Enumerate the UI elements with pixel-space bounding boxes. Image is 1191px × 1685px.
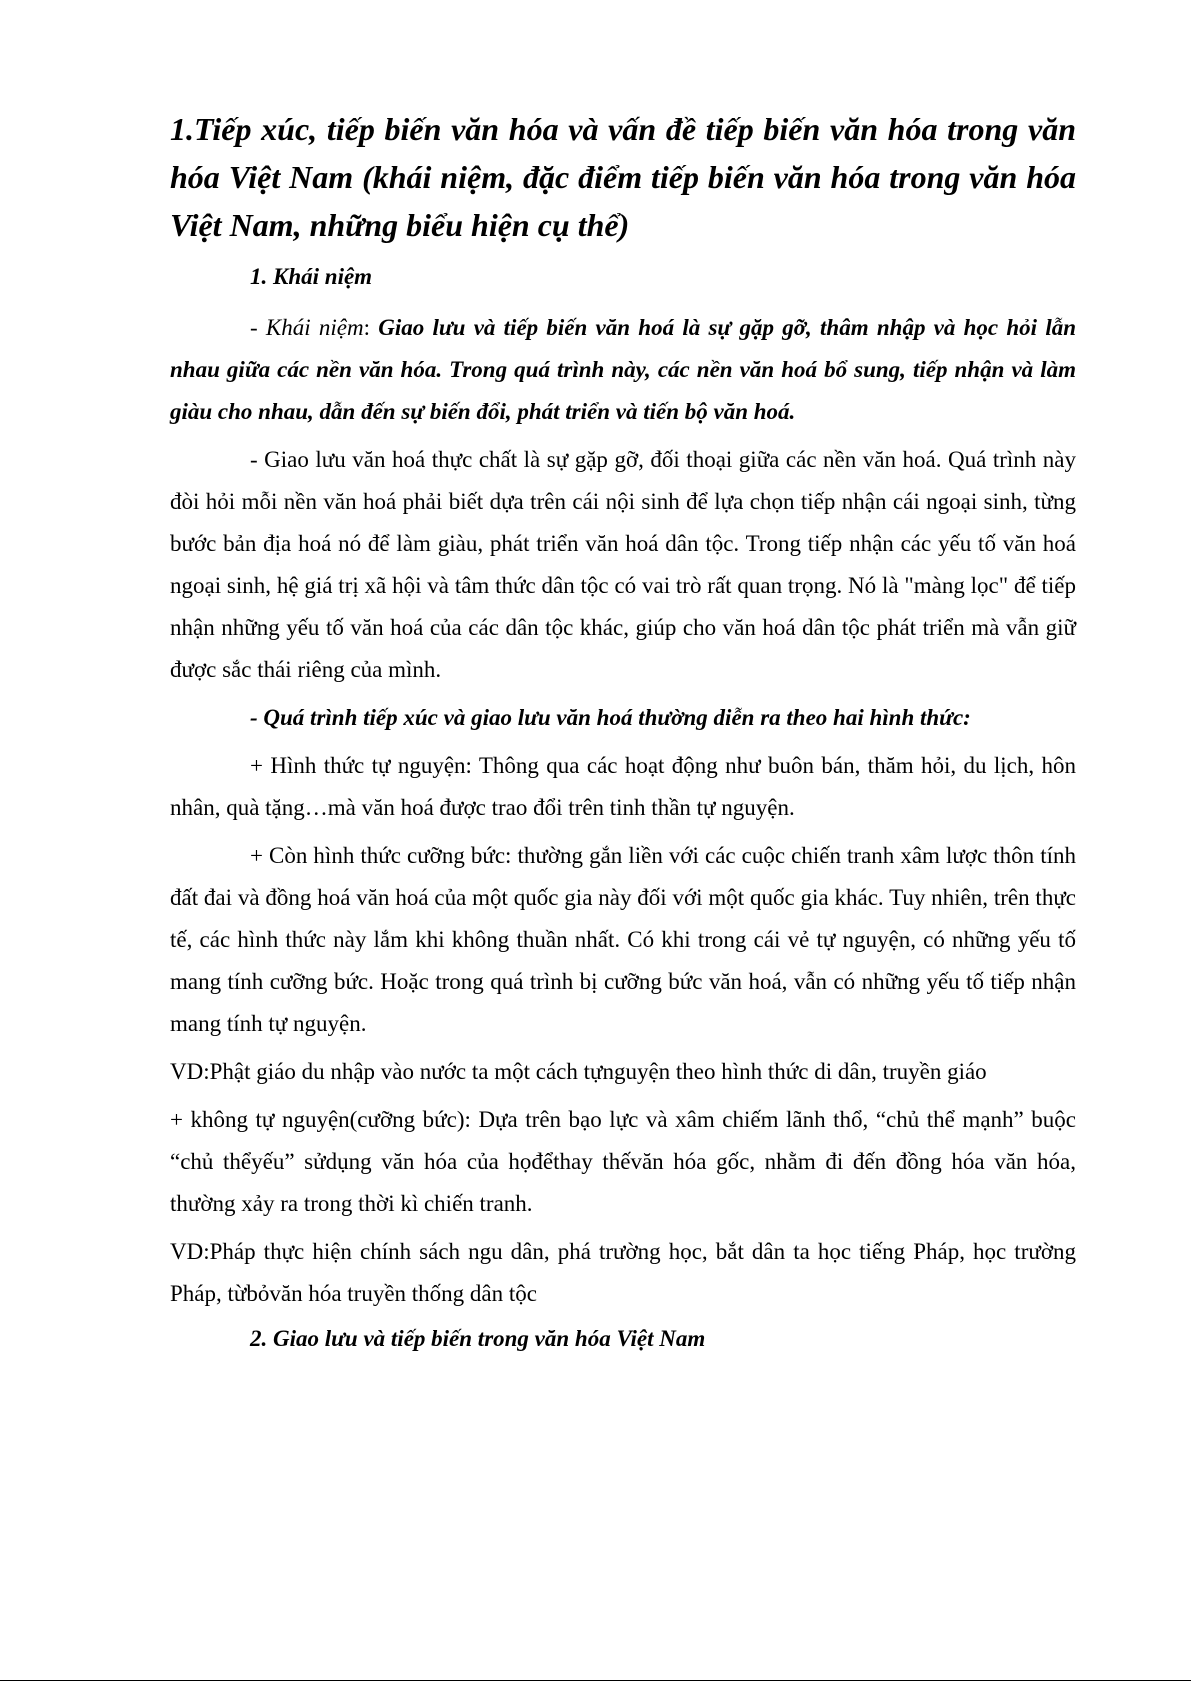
page-bottom-divider [0, 1680, 1191, 1681]
document-heading: 1.Tiếp xúc, tiếp biến văn hóa và vấn đề tiếp biến văn hóa trong văn hóa Việt Nam (khái niệm, đặc điểm tiếp biến văn hóa trong văn hóa Việt Nam, những biểu hiện cụ thể) [170, 111, 1076, 243]
non-voluntary-paragraph: + không tự nguyện(cưỡng bức): Dựa trên bạo lực và xâm chiếm lãnh thổ, “chủ thể mạnh” buộc “chủ thểyếu” sửdụng văn hóa của họđểthay thếvăn hóa gốc, nhằm đi đến đồng hóa văn hóa, thường xảy ra trong thời kì chiến tranh. [170, 1107, 1076, 1216]
definition-text: Giao lưu và tiếp biến văn hoá là sự gặp gỡ, thâm nhập và học hỏi lẫn nhau giữa các nền văn hóa. Trong quá trình này, các nền văn hoá bổ sung, tiếp nhận và làm giàu cho nhau, dẫn đến sự biến đổi, phát triển và tiến bộ văn hoá. [170, 315, 1077, 424]
document-page [170, 105, 1076, 1369]
example-buddhism: VD:Phật giáo du nhập vào nước ta một cách tựnguyện theo hình thức di dân, truyền giáo [170, 1059, 987, 1084]
example-france: VD:Pháp thực hiện chính sách ngu dân, phá trường học, bắt dân ta học tiếng Pháp, học trường Pháp, từbỏvăn hóa truyền thống dân tộc [170, 1239, 1076, 1306]
section-1-title: 1. Khái niệm [250, 264, 373, 289]
forms-heading: - Quá trình tiếp xúc và giao lưu văn hoá thường diễn ra theo hai hình thức: [250, 705, 971, 730]
definition-label: - Khái niệm [250, 315, 364, 340]
definition-paragraph [170, 307, 1076, 433]
exchange-paragraph: - Giao lưu văn hoá thực chất là sự gặp gỡ, đối thoại giữa các nền văn hoá. Quá trình này đòi hỏi mỗi nền văn hoá phải biết dựa trên cái nội sinh để lựa chọn tiếp nhận cái ngoại sinh, từng bước bản địa hoá nó để làm giàu, phát triển văn hoá dân tộc. Trong tiếp nhận các yếu tố văn hoá ngoại sinh, hệ giá trị xã hội và tâm thức dân tộc có vai trò rất quan trọng. Nó là "màng lọc" để tiếp nhận những yếu tố văn hoá của các dân tộc khác, giúp cho văn hoá dân tộc phát triển mà vẫn giữ được sắc thái riêng của mình. [170, 447, 1076, 682]
voluntary-form-paragraph: + Hình thức tự nguyện: Thông qua các hoạt động như buôn bán, thăm hỏi, du lịch, hôn nhân, quà tặng…mà văn hoá được trao đổi trên tinh thần tự nguyện. [170, 753, 1076, 820]
definition-colon: : [363, 315, 379, 340]
section-2-title: 2. Giao lưu và tiếp biến trong văn hóa Việt Nam [250, 1326, 706, 1351]
coercive-form-paragraph: + Còn hình thức cưỡng bức: thường gắn liền với các cuộc chiến tranh xâm lược thôn tính đất đai và đồng hoá văn hoá của một quốc gia này đối với một quốc gia khác. Tuy nhiên, trên thực tế, các hình thức này lắm khi không thuần nhất. Có khi trong cái vẻ tự nguyện, có những yếu tố mang tính cưỡng bức. Hoặc trong quá trình bị cưỡng bức văn hoá, vẫn có những yếu tố tiếp nhận mang tính tự nguyện. [170, 843, 1076, 1036]
